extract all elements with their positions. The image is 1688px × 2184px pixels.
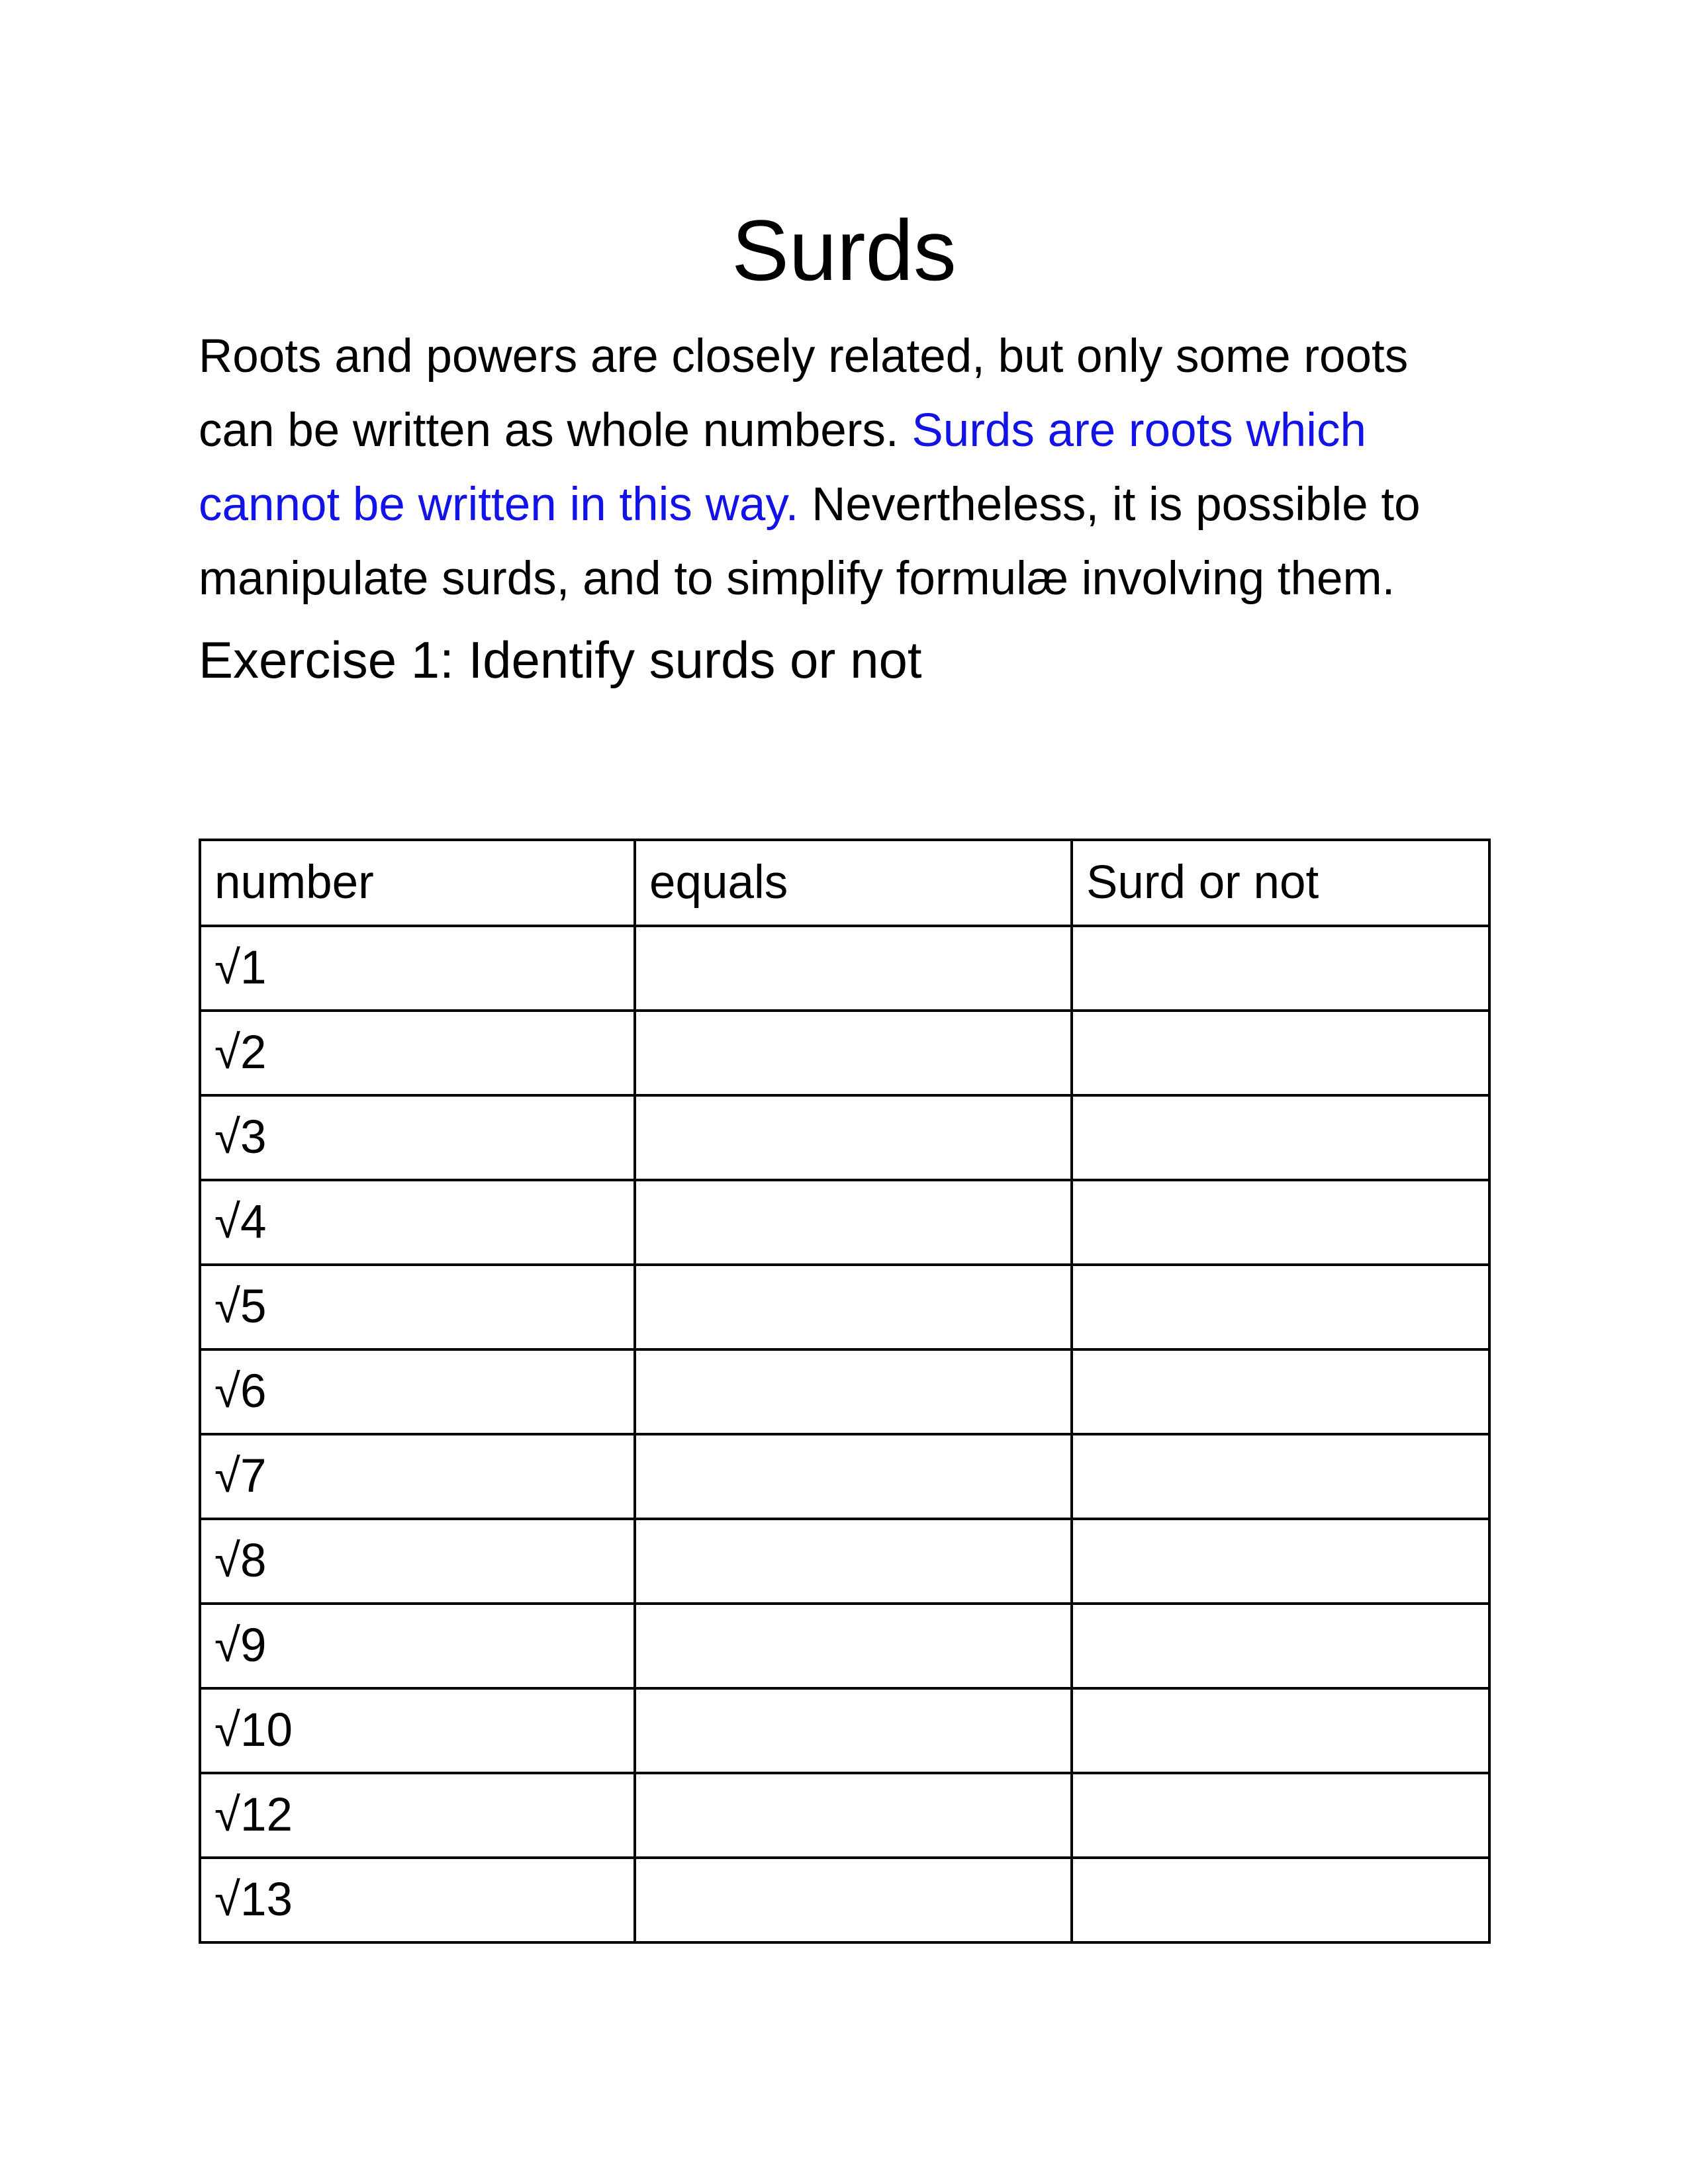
surd-or-not-cell [1072,1011,1489,1095]
header-cell-surd-or-not: Surd or not [1072,840,1489,926]
equals-cell [635,1519,1072,1604]
table-row [200,1858,1489,1942]
equals-cell [635,1265,1072,1349]
equals-cell [635,926,1072,1011]
surd-or-not-cell [1072,1265,1489,1349]
equals-cell [635,1434,1072,1519]
equals-cell [635,1858,1072,1942]
number-cell: √7 [200,1434,635,1519]
header-cell-equals: equals [635,840,1072,926]
number-cell: √9 [200,1604,635,1688]
surd-or-not-cell [1072,1095,1489,1180]
number-cell: √5 [200,1265,635,1349]
number-cell: √4 [200,1180,635,1265]
intro-text-after: Nevertheless, it is possible to manipulate surds, and to simplify formulæ involving them. [199,478,1421,605]
number-cell: √12 [200,1773,635,1858]
table-row [200,1011,1489,1095]
table-row [200,1773,1489,1858]
equals-cell [635,1011,1072,1095]
document-title: Surds [731,202,957,298]
equals-cell [635,1604,1072,1688]
exercise-heading: Exercise 1: Identify surds or not [199,631,922,689]
table-row [200,1434,1489,1519]
surd-or-not-cell [1072,926,1489,1011]
number-cell: √2 [200,1011,635,1095]
number-cell: √8 [200,1519,635,1604]
table-row [200,926,1489,1011]
surd-or-not-cell [1072,1349,1489,1434]
surd-or-not-cell [1072,1180,1489,1265]
equals-cell [635,1773,1072,1858]
number-cell: √6 [200,1349,635,1434]
number-cell: √1 [200,926,635,1011]
number-cell: √3 [200,1095,635,1180]
table-row [200,1180,1489,1265]
intro-highlighted-sentence: Surds are roots which cannot be written in this way. [199,404,1367,531]
table-row [200,1688,1489,1773]
table-row [200,1349,1489,1434]
intro-paragraph [199,320,1489,616]
table-header-row [200,840,1489,926]
table-row [200,1095,1489,1180]
document-content [199,0,1489,1944]
surd-or-not-cell [1072,1434,1489,1519]
equals-cell [635,1095,1072,1180]
equals-cell [635,1349,1072,1434]
equals-cell [635,1180,1072,1265]
surds-table [199,839,1491,1944]
equals-cell [635,1688,1072,1773]
header-cell-number: number [200,840,635,926]
table-row [200,1604,1489,1688]
surd-or-not-cell [1072,1519,1489,1604]
number-cell: √10 [200,1688,635,1773]
table-row [200,1519,1489,1604]
number-cell: √13 [200,1858,635,1942]
table-row [200,1265,1489,1349]
surd-or-not-cell [1072,1688,1489,1773]
surd-or-not-cell [1072,1858,1489,1942]
intro-text-before: Roots and powers are closely related, but only some roots can be written as whole numbers. [199,330,1409,457]
surd-or-not-cell [1072,1773,1489,1858]
surd-or-not-cell [1072,1604,1489,1688]
